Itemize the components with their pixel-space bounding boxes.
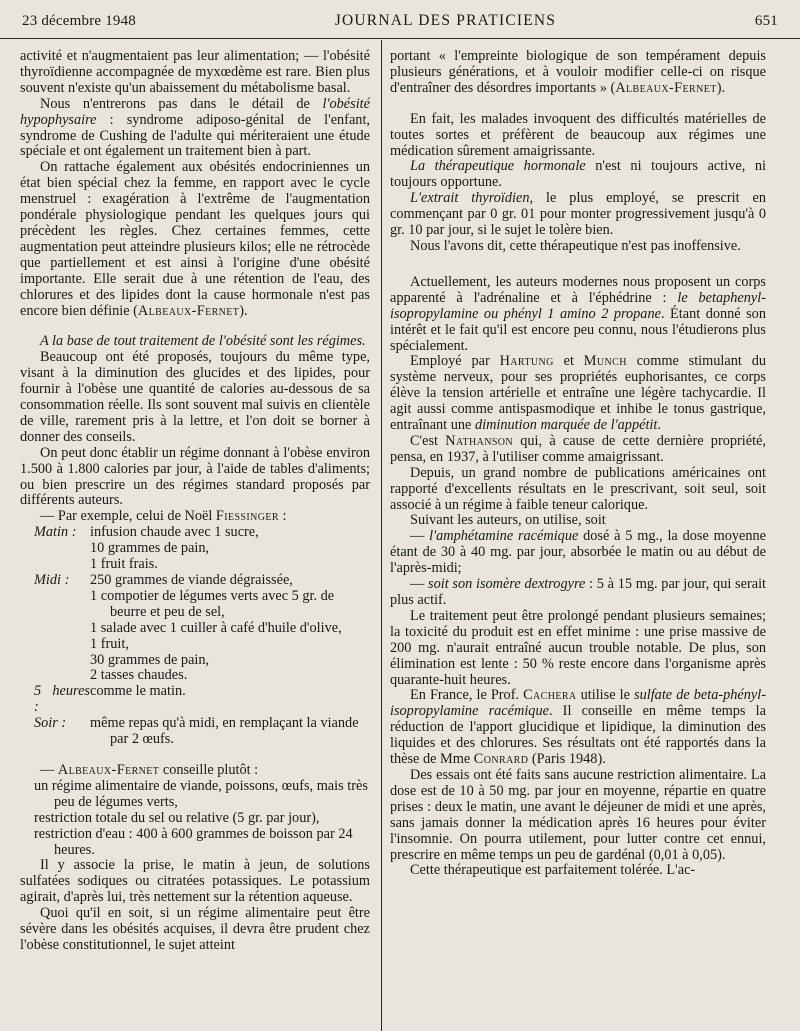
schedule-item: 1 salade avec 1 cuiller à café d'huile d'olive,	[90, 619, 342, 636]
schedule-item: infusion chaude avec 1 sucre,	[90, 524, 259, 541]
paragraph: Suivant les auteurs, on utilise, soit	[410, 512, 606, 529]
header-rule	[0, 38, 800, 39]
section-heading: A la base de tout traitement de l'obésité sont les régimes.	[40, 333, 366, 350]
page-number: 651	[754, 13, 778, 29]
schedule-item: 10 grammes de pain,	[90, 540, 210, 557]
schedule-label: Soir :	[34, 715, 67, 732]
paragraph: Cette thérapeutique est parfaitement tolérée. L'ac-	[410, 862, 696, 879]
paragraph: Des essais ont été faits sans aucune restriction alimentaire. La dose est de 10 à 50 mg. par jour en moyenne, répartie en quatre prises : deux le matin, une avant le déjeuner de midi et une après, sans jamais donner la médication après 16 heures pour éviter l'insomnie. On pourra utilement, pour lutter contre cet ennui, prescrire en même temps un peu de gardénal (0,01 à 0,05).	[390, 766, 766, 863]
paragraph: Employé par Hartung et Munch comme stimulant du système nerveux, pour ses propriétés euphorisantes, ce corps élève la tension artérielle et entraîne une légère tachycardie. Il agit aussi comme antispasmodique et inhibe le tonus gastrique, entraînant une diminution marquée de l'appétit.	[390, 353, 766, 434]
schedule-item: 1 compotier de légumes verts avec 5 gr. de beurre et peu de sel,	[90, 587, 335, 620]
schedule-item: 2 tasses chaudes.	[90, 667, 188, 684]
diet-list	[20, 779, 370, 859]
diet-schedule	[20, 525, 370, 748]
paragraph: C'est Nathanson qui, à cause de cette dernière propriété, pensa, en 1937, à l'utiliser comme amaigrissant.	[390, 432, 766, 465]
schedule-label: Matin :	[34, 524, 77, 541]
schedule-item: 1 fruit frais.	[90, 556, 158, 573]
paragraph: Actuellement, les auteurs modernes nous proposent un corps apparenté à l'adrénaline et à l'éphédrine : le betaphenyl-isopropylamine ou phényl 1 amino 2 propane. Étant donné son intérêt et le fait qu'il est encore peu connu, nous l'étudierons plus spécialement.	[390, 273, 766, 354]
paragraph: — soit son isomère dextrogyre : 5 à 15 mg. par jour, qui serait plus actif.	[390, 576, 766, 608]
paragraph: On peut donc établir un régime donnant à l'obèse environ 1.500 à 1.800 calories par jour, à l'aide de tables d'aliments; ou bien prescrire un des régimes standard proposés par différents auteurs.	[20, 444, 370, 509]
paragraph: Depuis, un grand nombre de publications américaines ont rapporté d'excellents résultats en le prescrivant, soit seul, soit associé à un régime à faible teneur calorique.	[390, 464, 766, 513]
journal-title: JOURNAL DES PRATICIENS	[334, 12, 557, 29]
schedule-item: comme le matin.	[90, 683, 186, 700]
paragraph: — l'amphétamine racémique dosé à 5 mg., la dose moyenne étant de 30 à 40 mg. par jour, absorbée le matin ou au début de l'après-midi;	[390, 528, 766, 577]
paragraph: L'extrait thyroïdien, le plus employé, se prescrit en commençant par 0 gr. 01 pour monter progressivement jusqu'à 0 gr. 10 par jour, si le sujet le tolère bien.	[390, 190, 766, 239]
schedule-item: même repas qu'à midi, en remplaçant la viande par 2 œufs.	[90, 715, 359, 748]
paragraph: On rattache également aux obésités endocriniennes un état bien spécial chez la femme, en rapport avec le cycle menstruel : exagération à l'extrême de l'augmentation pondérale physiologique pendant les quelques jours qui précèdent les règles. Chez certaines femmes, cette augmentation peut atteindre plusieurs kilos; elle ne rétrocède que partiellement et est ainsi à l'origine d'une obésité importante. Elle serait due à une rétention de l'eau, des chlorures et des lipides dont la cause hormonale n'est pas encore bien définie (Albeaux-Fernet).	[20, 159, 370, 319]
right-column	[390, 49, 766, 1031]
page-header	[22, 12, 778, 38]
list-item: restriction d'eau : 400 à 600 grammes de boisson par 24 heures.	[34, 825, 353, 858]
paragraph: Il y associe la prise, le matin à jeun, de solutions sulfatées sodiques ou citratées potassiques. Le potassium agirait, d'après lui, très nettement sur la rétention aqueuse.	[20, 857, 370, 906]
schedule-label: Midi :	[34, 572, 70, 588]
issue-date: 23 décembre 1948	[22, 13, 136, 29]
schedule-item: 30 grammes de pain,	[90, 651, 210, 668]
paragraph: — Albeaux-Fernet conseille plutôt :	[40, 761, 259, 778]
list-item: un régime alimentaire de viande, poissons, œufs, mais très peu de légumes verts,	[34, 777, 368, 810]
list-item: restriction totale du sel ou relative (5 gr. par jour),	[34, 809, 320, 826]
schedule-item: 1 fruit,	[90, 635, 129, 652]
paragraph: La thérapeutique hormonale n'est ni toujours active, ni toujours opportune.	[390, 158, 766, 191]
paragraph: Nous l'avons dit, cette thérapeutique n'est pas inoffensive.	[410, 237, 741, 254]
schedule-label: 5 heures :	[34, 683, 90, 716]
paragraph: Le traitement peut être prolongé pendant plusieurs semaines; la toxicité du produit est en effet minime : une prise massive de 200 mg. n'aurait entraîné aucun trouble notable. De plus, son élimination est lente : 50 % reste encore dans l'organisme après quarante-huit heures.	[390, 607, 766, 688]
paragraph: activité et n'augmentaient pas leur alimentation; — l'obésité thyroïdienne accompagnée de myxœdème est rare. Bien plus souvent n'existe qu'un abaissement du métabolisme basal.	[20, 49, 370, 96]
paragraph: Quoi qu'il en soit, si un régime alimentaire peut être sévère dans les obésités acquises, il devra être prudent chez l'obèse constitutionnel, le sujet atteint	[20, 905, 370, 953]
schedule-item: 250 grammes de viande dégraissée,	[90, 572, 293, 588]
paragraph: — Par exemple, celui de Noël Fiessinger :	[40, 508, 287, 525]
left-column	[20, 49, 370, 1031]
paragraph: portant « l'empreinte biologique de son tempérament depuis plusieurs générations, et à vouloir modifier celle-ci on risque d'entraîner des désordres importants » (Albeaux-Fernet).	[390, 49, 766, 96]
paragraph: En France, le Prof. Cachera utilise le sulfate de beta-phényl-isopropylamine racémique. Il conseille en même temps la réduction de l'apport glucidique et lipidique, la diminution des liquides et des chlorures. Ses résultats ont été rapportés dans la thèse de Mme Conrard (Paris 1948).	[390, 687, 766, 768]
column-divider	[381, 40, 382, 1031]
paragraph: Nous n'entrerons pas dans le détail de l'obésité hypophysaire : syndrome adiposo-génital de l'enfant, syndrome de Cushing de l'adulte qui mériteraient une étude spéciale et ont également un traitement bien à part.	[20, 95, 370, 160]
paragraph: Beaucoup ont été proposés, toujours du même type, visant à la diminution des glucides et des lipides, pour fournir à l'obèse une quantité de calories au-dessous de sa consommation réelle. Ils sont souvent mal suivis en clientèle de ville, rarement pris à la lettre, et l'on doit se borner à donner des conseils.	[20, 349, 370, 445]
paragraph: En fait, les malades invoquent des difficultés matérielles de toutes sortes et préfèrent de beaucoup aux régimes une médication sûrement amaigrissante.	[390, 110, 766, 159]
